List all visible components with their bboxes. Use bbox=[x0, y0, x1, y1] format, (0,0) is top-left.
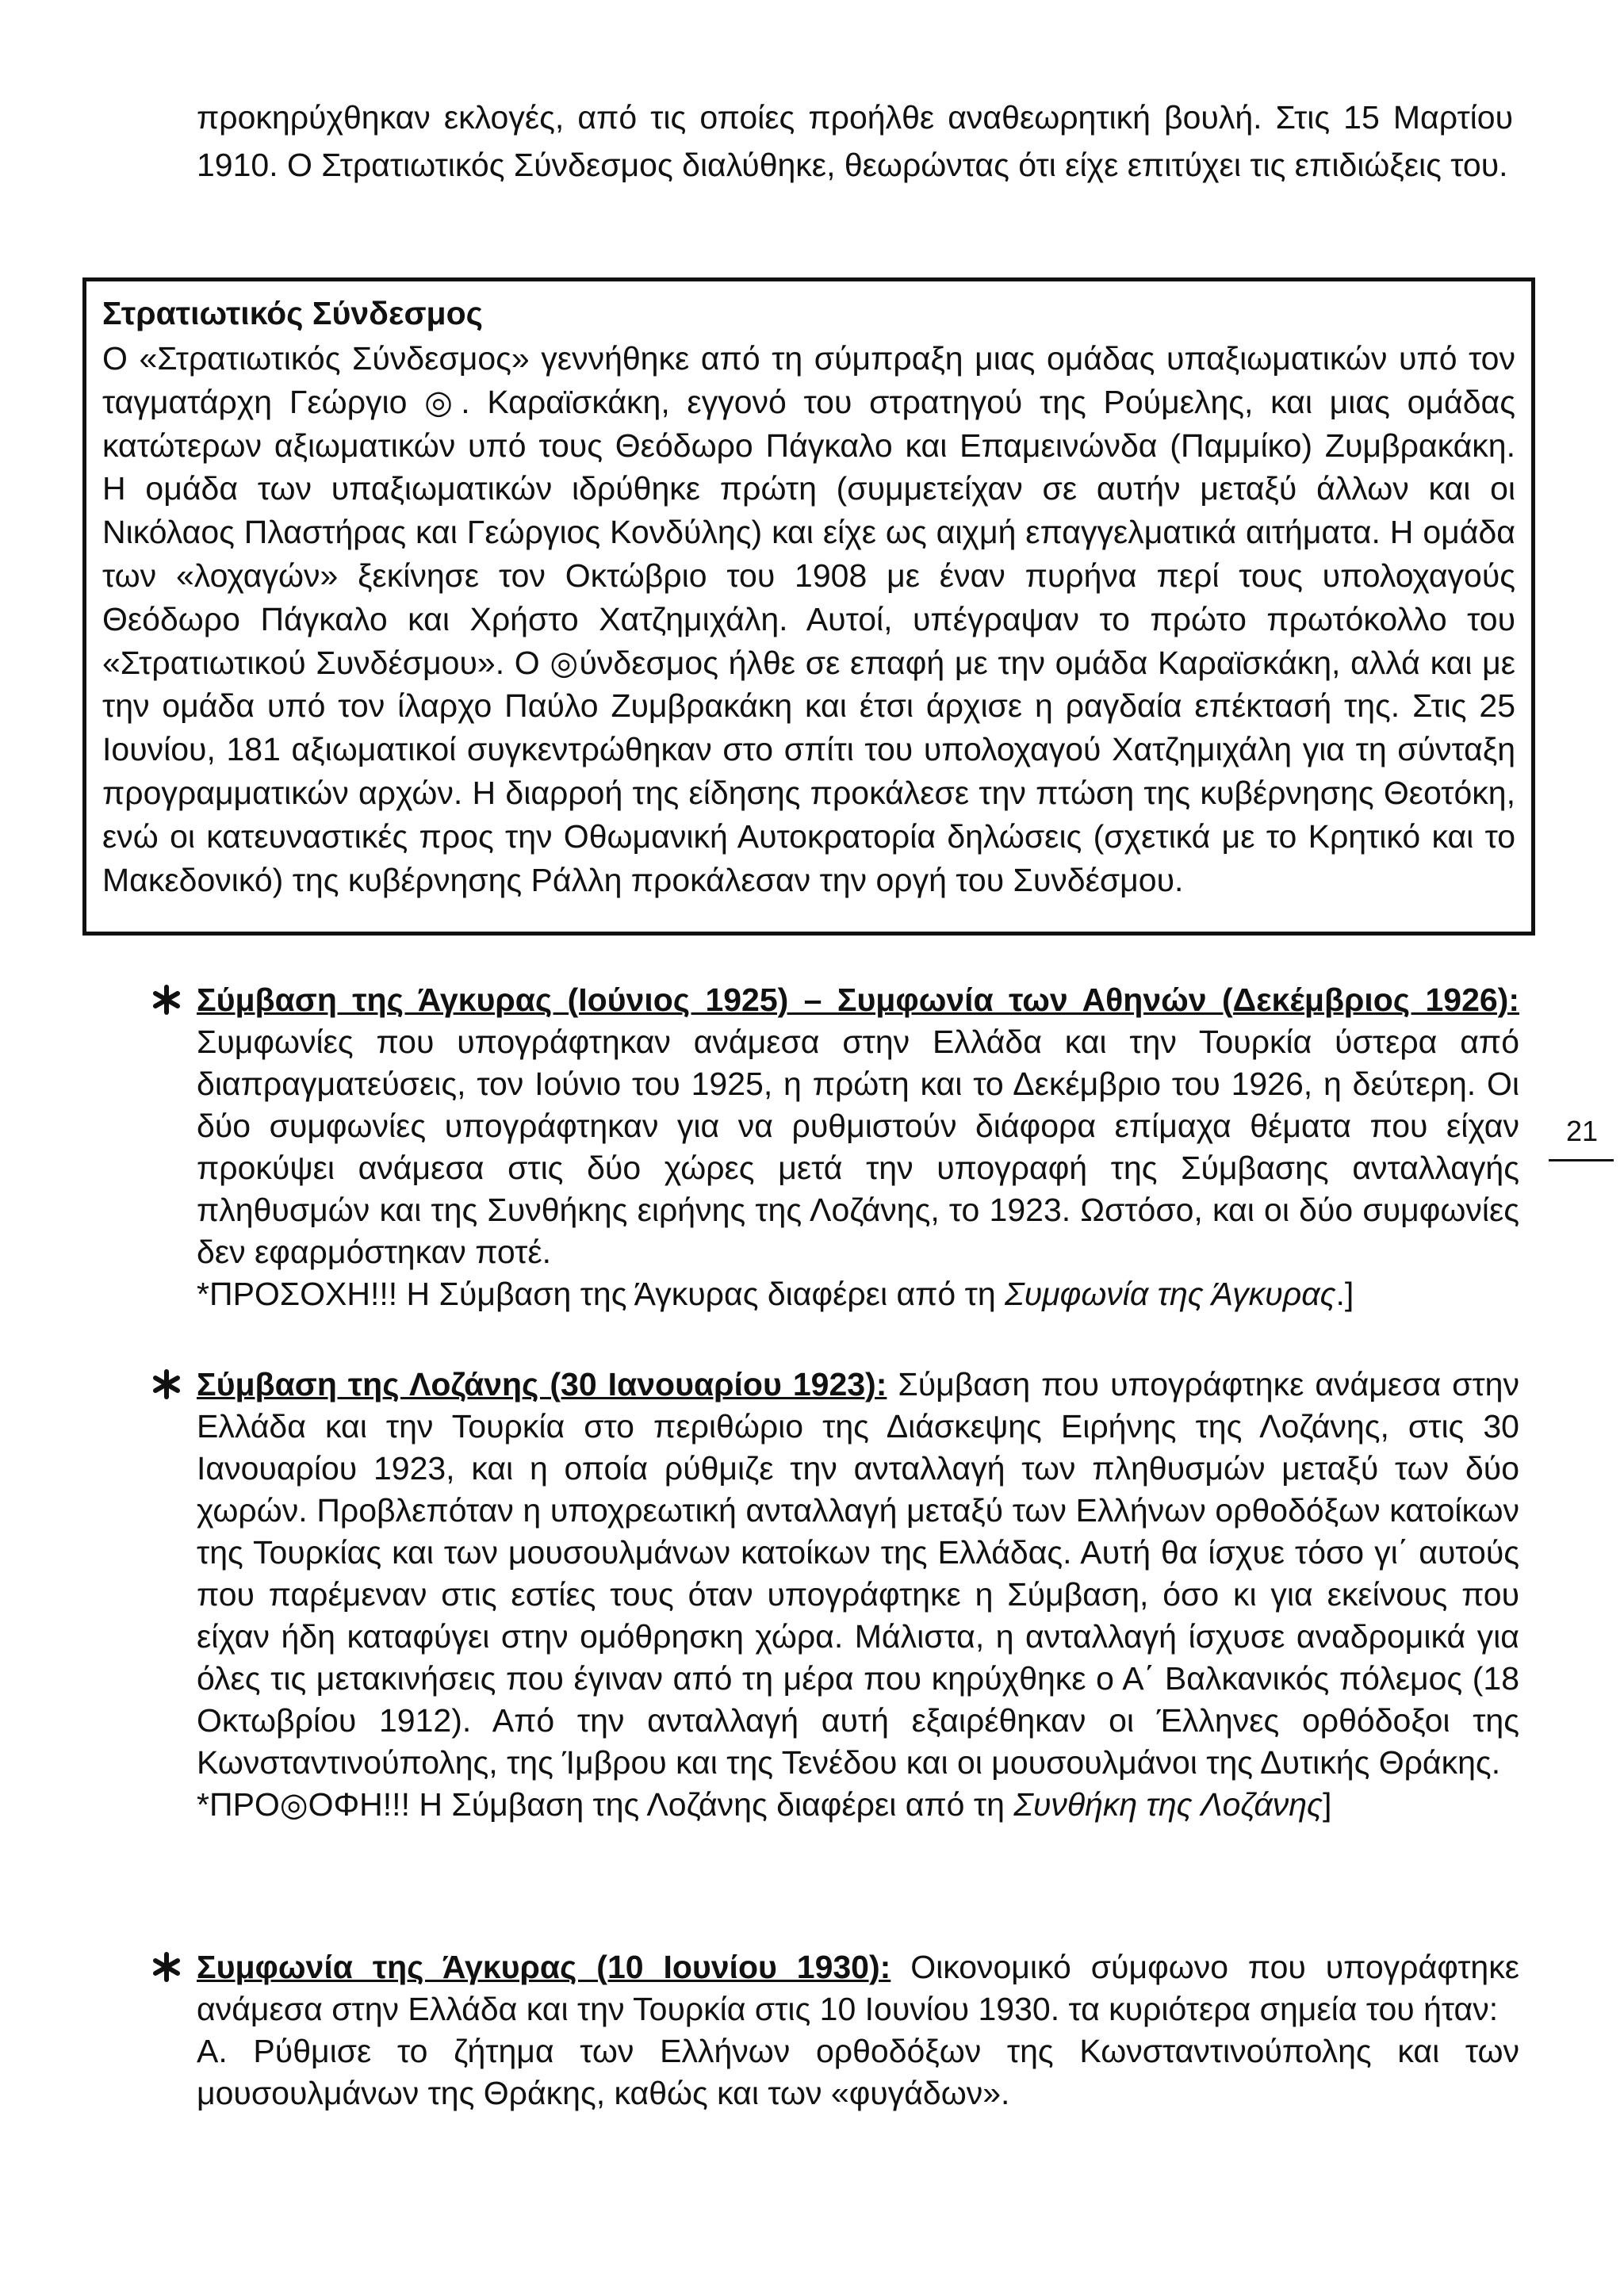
note-prefix: *ΠΡΟ◎ΟΦΗ!!! Η Σύμβαση της Λοζάνης διαφέρει από τη bbox=[197, 1786, 1014, 1823]
page-number-rule bbox=[1549, 1159, 1614, 1161]
note-suffix: .] bbox=[1335, 1276, 1354, 1312]
entry-ankara-convention bbox=[151, 979, 1519, 1315]
entry-heading: Συμφωνία της Άγκυρας (10 Ιουνίου 1930): bbox=[197, 1949, 891, 1985]
note-italic: Συμφωνία της Άγκυρας bbox=[1005, 1276, 1336, 1312]
note-suffix: ] bbox=[1322, 1786, 1332, 1823]
asterisk-bullet-icon bbox=[151, 984, 182, 1016]
asterisk-bullet-icon bbox=[151, 1951, 182, 1983]
entry-body: Συμφωνίες που υπογράφτηκαν ανάμεσα στην Ελλάδα και την Τουρκία ύστερα από διαπραγματεύσεις, τον Ιούνιο του 1925, η πρώτη και το Δεκέμβριο του 1926, η δεύτερη. Οι δύο συμφωνίες υπογράφτηκαν για να ρυθμιστούν διάφορα επίμαχα θέματα που είχαν προκύψει ανάμεσα στις δύο χώρες μετά την υπογραφή της Σύμβασης ανταλλαγής πληθυσμών και της Συνθήκης ειρήνης της Λοζάνης, το 1923. Ωστόσο, και οι δύο συμφωνίες δεν εφαρμόστηκαν ποτέ. bbox=[197, 1024, 1519, 1270]
note-italic: Συνθήκη της Λοζάνης bbox=[1013, 1786, 1323, 1823]
note-prefix: *ΠΡΟΣΟΧΗ!!! Η Σύμβαση της Άγκυρας διαφέρει από τη bbox=[197, 1276, 1005, 1312]
info-box-title: Στρατιωτικός Σύνδεσμος bbox=[102, 295, 483, 331]
intro-paragraph: προκηρύχθηκαν εκλογές, από τις οποίες προήλθε αναθεωρητική βουλή. Στις 15 Μαρτίου 1910. Ο Στρατιωτικός Σύνδεσμος διαλύθηκε, θεωρώντας ότι είχε επιτύχει τις επιδιώξεις του. bbox=[197, 99, 1513, 183]
page-number: 21 bbox=[1565, 1115, 1599, 1147]
entry-ankara-agreement bbox=[151, 1946, 1519, 2114]
entry-body: Οικονομικό σύμφωνο που υπογράφτηκε ανάμεσα στην Ελλάδα και την Τουρκία στις 10 Ιουνίου 1930. τα κυριότερα σημεία του ήταν: bbox=[197, 1949, 1519, 2027]
entry-text bbox=[197, 1946, 1519, 2030]
entry-heading: Σύμβαση της Άγκυρας (Ιούνιος 1925) – Συμφωνία των Αθηνών (Δεκέμβριος 1926): bbox=[197, 982, 1519, 1018]
entry-heading: Σύμβαση της Λοζάνης (30 Ιανουαρίου 1923): bbox=[197, 1366, 887, 1402]
entry-text bbox=[197, 1364, 1519, 1784]
entry-note bbox=[197, 1273, 1519, 1315]
entry-note bbox=[197, 1784, 1519, 1826]
entry-text bbox=[197, 979, 1519, 1273]
info-box-text: Ο «Στρατιωτικός Σύνδεσμος» γεννήθηκε από τη σύμπραξη μιας ομάδας υπαξιωματικών υπό τον ταγματάρχη Γεώργιο ◎. Καραϊσκάκη, εγγονό του στρατηγού της Ρούμελης, και μιας ομάδας κατώτερων αξιωματικών υπό τους Θεόδωρο Πάγκαλο και Επαμεινώνδα (Παμμίκο) Ζυμβρακάκη. Η ομάδα των υπαξιωματικών ιδρύθηκε πρώτη (συμμετείχαν σε αυτήν μεταξύ άλλων και οι Νικόλαος Πλαστήρας και Γεώργιος Κονδύλης) και είχε ως αιχμή επαγγελματικά αιτήματα. Η ομάδα των «λοχαγών» ξεκίνησε τον Οκτώβριο του 1908 με έναν πυρήνα περί τους υπολοχαγούς Θεόδωρο Πάγκαλο και Χρήστο Χατζημιχάλη. Αυτοί, υπέγραψαν το πρώτο πρωτόκολλο του «Στρατιωτικού Συνδέσμου». Ο ◎ύνδεσμος ήλθε σε επαφή με την ομάδα Καραϊσκάκη, αλλά και με την ομάδα υπό τον ίλαρχο Παύλο Ζυμβρακάκη και έτσι άρχισε η ραγδαία επέκτασή της. Στις 25 Ιουνίου, 181 αξιωματικοί συγκεντρώθηκαν στο σπίτι του υπολοχαγού Χατζημιχάλη για τη σύνταξη προγραμματικών αρχών. Η διαρροή της είδησης προκάλεσε την πτώση της κυβέρνησης Θεοτόκη, ενώ οι κατευναστικές προς την Οθωμανική Αυτοκρατορία δηλώσεις (σχετικά με το Κρητικό και το Μακεδονικό) της κυβέρνησης Ράλλη προκάλεσαν την οργή του Συνδέσμου. bbox=[102, 340, 1515, 898]
entry-body: Σύμβαση που υπογράφτηκε ανάμεσα στην Ελλάδα και την Τουρκία στο περιθώριο της Διάσκεψης Ειρήνης της Λοζάνης, στις 30 Ιανουαρίου 1923, και η οποία ρύθμιζε την ανταλλαγή των πληθυσμών μεταξύ των δύο χωρών. Προβλεπόταν η υποχρεωτική ανταλλαγή μεταξύ των Ελλήνων ορθοδόξων κατοίκων της Τουρκίας και των μουσουλμάνων κατοίκων της Ελλάδας. Αυτή θα ίσχυε τόσο γι΄ αυτούς που παρέμεναν στις εστίες τους όταν υπογράφτηκε η Σύμβαση, όσο κι για εκείνους που είχαν ήδη καταφύγει στην ομόθρησκη χώρα. Μάλιστα, η ανταλλαγή ίσχυσε αναδρομικά για όλες τις μετακινήσεις που έγιναν από τη μέρα που κηρύχθηκε ο Α΄ Βαλκανικός πόλεμος (18 Οκτωβρίου 1912). Από την ανταλλαγή αυτή εξαιρέθηκαν οι Έλληνες ορθόδοξοι της Κωνσταντινούπολης, της Ίμβρου και της Τενέδου και οι μουσουλμάνοι της Δυτικής Θράκης. bbox=[197, 1366, 1519, 1781]
info-box-military-league bbox=[82, 277, 1535, 936]
asterisk-bullet-icon bbox=[151, 1368, 182, 1400]
entry-lausanne-convention bbox=[151, 1364, 1519, 1826]
list-item: Α. Ρύθμισε το ζήτημα των Ελλήνων ορθοδόξων της Κωνσταντινούπολης και των μουσουλμάνων της Θράκης, καθώς και των «φυγάδων». bbox=[197, 2033, 1519, 2111]
